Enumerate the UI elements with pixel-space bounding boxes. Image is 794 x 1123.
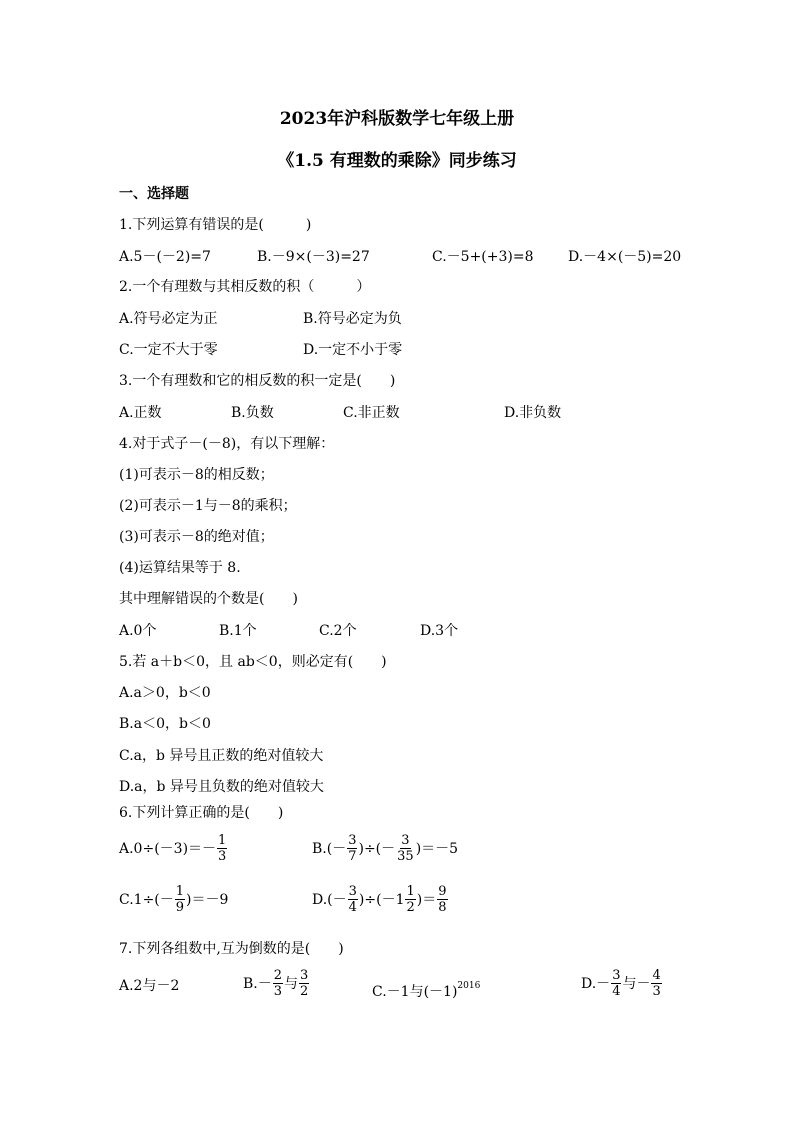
question-5-option-a: A.a＞0，b＜0 [119, 685, 211, 701]
question-4-stem: 4.对于式子－(－8)，有以下理解： [119, 436, 335, 452]
fraction [175, 884, 185, 915]
question-6-stem: 6.下列计算正确的是( ) [119, 805, 284, 821]
question-2-stem: 2.一个有理数与其相反数的积（ ） [119, 279, 371, 295]
question-7-option-a: A.2与－2 [119, 978, 180, 994]
question-4-statement-2: (2)可表示－1与－8的乘积； [119, 498, 297, 514]
numerator: 4 [652, 968, 661, 983]
question-4-statement-4: (4)运算结果等于 8. [119, 560, 241, 576]
option-b-text-2: 与 [284, 975, 299, 992]
question-5-option-d: D.a，b 异号且负数的绝对值较大 [119, 779, 324, 795]
option-d-text-2: 与－ [622, 975, 651, 992]
question-2-option-b: B.符号必定为负 [303, 311, 402, 327]
question-4-option-a: A.0个 [119, 623, 157, 639]
question-1-option-b: B.－9×(－3)=27 [257, 249, 370, 265]
denominator: 3 [273, 984, 283, 999]
numerator: 2 [273, 968, 283, 983]
question-7-option-d [581, 968, 663, 999]
option-a-text: A.0÷(－3)＝－ [119, 840, 217, 857]
question-4-statement-3: (3)可表示－8的绝对值； [119, 529, 274, 545]
denominator: 8 [438, 900, 447, 915]
denominator: 2 [406, 900, 415, 915]
fraction [273, 968, 283, 999]
section-heading: 一、选择题 [119, 186, 189, 202]
question-4-option-d: D.3个 [420, 623, 459, 639]
denominator: 3 [218, 849, 227, 864]
numerator: 3 [300, 968, 309, 983]
numerator: 1 [406, 884, 415, 899]
option-d-text-1: D.(－ [312, 891, 347, 908]
question-1-option-a: A.5－(－2)=7 [119, 249, 211, 265]
fraction [347, 833, 357, 864]
option-c-text: C.－1与(－1) [372, 984, 458, 1000]
question-7-stem: 7.下列各组数中,互为倒数的是( ) [119, 941, 344, 957]
denominator: 2 [300, 984, 309, 999]
fraction [651, 968, 661, 999]
question-7-option-c [372, 977, 480, 1001]
denominator: 9 [175, 900, 185, 915]
denominator: 35 [397, 849, 414, 864]
question-4-ask: 其中理解错误的个数是( ) [119, 591, 298, 607]
fraction [217, 833, 227, 864]
question-4-option-c: C.2个 [319, 623, 357, 639]
option-b-text-3: )＝－5 [415, 840, 459, 857]
question-2-option-a: A.符号必定为正 [119, 311, 218, 327]
denominator: 7 [348, 849, 357, 864]
question-1-stem: 1.下列运算有错误的是( ) [119, 217, 312, 233]
question-4-statement-1: (1)可表示－8的相反数； [119, 467, 274, 483]
numerator: 3 [348, 833, 357, 848]
question-3-option-a: A.正数 [119, 405, 162, 421]
question-4-option-b: B.1个 [219, 623, 257, 639]
option-b-text-1: B.(－ [312, 840, 347, 857]
page-title: 2023年沪科版数学七年级上册 [279, 109, 515, 129]
fraction [299, 968, 309, 999]
question-3-stem: 3.一个有理数和它的相反数的积一定是( ) [119, 373, 396, 389]
question-6-option-c [119, 884, 228, 915]
numerator: 9 [438, 884, 447, 899]
question-1-option-d: D.－4×(－5)=20 [568, 249, 682, 265]
question-3-option-c: C.非正数 [343, 405, 400, 421]
question-3-option-d: D.非负数 [504, 405, 562, 421]
numerator: 1 [175, 884, 185, 899]
option-c-text-2: )＝－9 [186, 891, 229, 908]
fraction [348, 884, 358, 915]
question-5-option-c: C.a，b 异号且正数的绝对值较大 [119, 748, 324, 764]
exponent: 2016 [457, 981, 481, 991]
question-6-option-b [312, 833, 458, 864]
numerator: 3 [348, 884, 357, 899]
question-6-option-a [119, 833, 228, 864]
page-subtitle: 《1.5 有理数的乘除》同步练习 [277, 151, 517, 171]
question-6-option-d [312, 884, 449, 915]
option-d-text-3: )＝ [416, 891, 437, 908]
question-2-option-c: C.一定不大于零 [119, 342, 218, 358]
question-7-option-b [243, 968, 310, 999]
numerator: 3 [612, 968, 621, 983]
fraction [405, 884, 415, 915]
fraction [611, 968, 621, 999]
numerator: 3 [401, 833, 410, 848]
question-2-option-d: D.一定不小于零 [303, 342, 403, 358]
option-d-text-1: D.－ [581, 975, 611, 992]
option-b-text-1: B.－ [243, 975, 272, 992]
question-3-option-b: B.负数 [231, 405, 274, 421]
denominator: 3 [652, 984, 661, 999]
fraction [437, 884, 447, 915]
option-d-text-2: )÷(－1 [358, 891, 405, 908]
question-1-option-c: C.－5+(+3)=8 [432, 249, 534, 265]
option-c-text-1: C.1÷(－ [119, 891, 174, 908]
denominator: 4 [348, 900, 357, 915]
numerator: 1 [218, 833, 227, 848]
option-b-text-2: )÷(－ [358, 840, 396, 857]
fraction [396, 833, 415, 864]
denominator: 4 [612, 984, 621, 999]
question-5-option-b: B.a＜0，b＜0 [119, 716, 211, 732]
question-5-stem: 5.若 a＋b＜0，且 ab＜0，则必定有( ) [119, 654, 387, 670]
